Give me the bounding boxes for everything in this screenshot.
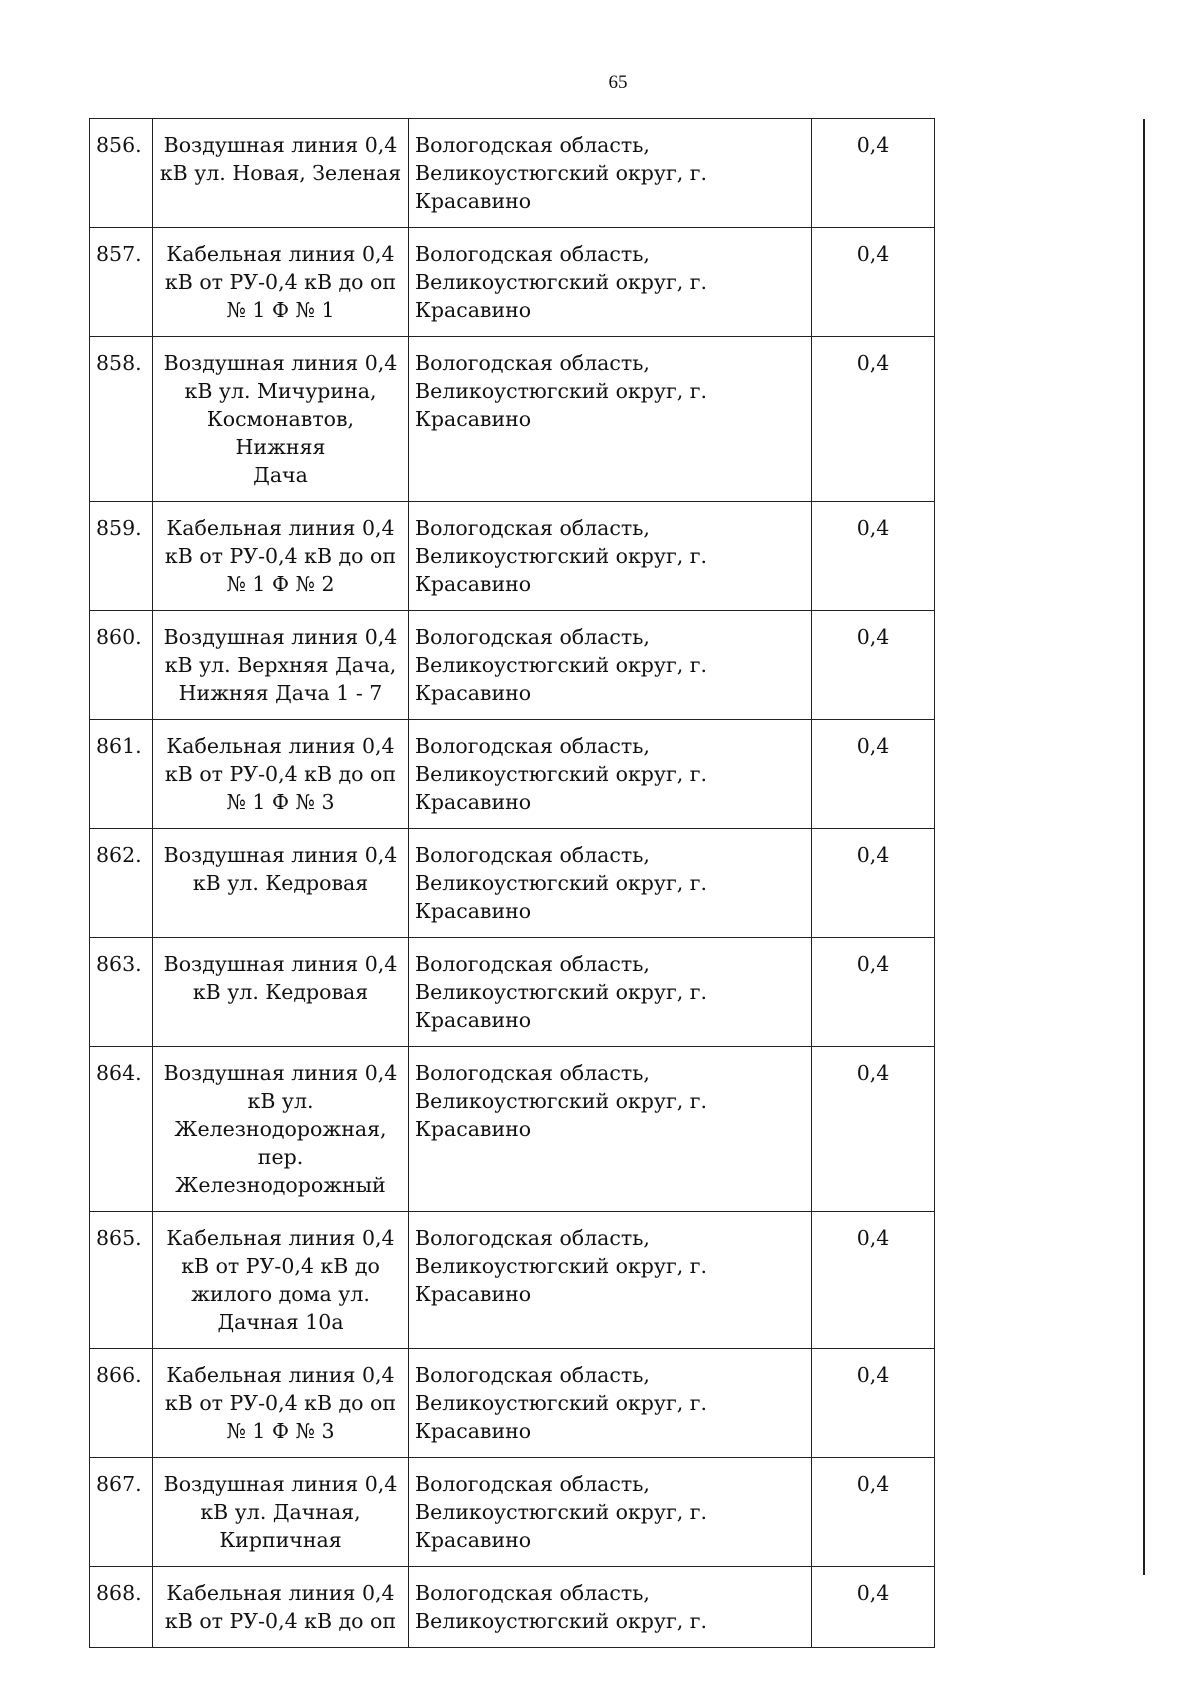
address-cell: [409, 611, 812, 720]
address: Вологодская область, Великоустюгский округ, г. Красавино: [415, 625, 708, 705]
address: Вологодская область, Великоустюгский округ, г. Красавино: [415, 242, 708, 322]
address: Вологодская область, Великоустюгский округ, г. Красавино: [415, 516, 708, 596]
voltage-cell: [812, 1047, 935, 1212]
table-row: [90, 938, 935, 1047]
row-number: 866.: [96, 1363, 142, 1387]
voltage: 0,4: [856, 1363, 890, 1387]
row-number-cell: [90, 502, 153, 611]
row-number: 858.: [96, 351, 142, 375]
table-row: [90, 720, 935, 829]
voltage-cell: [812, 337, 935, 502]
row-number: 856.: [96, 133, 142, 157]
object-name: Кабельная линия 0,4 кВ от РУ-0,4 кВ до оп № 1 Ф № 3: [164, 1363, 397, 1443]
object-name-cell: [153, 502, 409, 611]
row-number: 867.: [96, 1472, 142, 1496]
row-number: 861.: [96, 734, 142, 758]
address-cell: [409, 1212, 812, 1349]
row-number-cell: [90, 1047, 153, 1212]
address-cell: [409, 119, 812, 228]
row-number: 864.: [96, 1061, 142, 1085]
address-cell: [409, 720, 812, 829]
table-row: [90, 1349, 935, 1458]
object-name-cell: [153, 119, 409, 228]
object-name: Воздушная линия 0,4 кВ ул. Кедровая: [163, 843, 398, 895]
address-cell: [409, 1047, 812, 1212]
row-number: 862.: [96, 843, 142, 867]
row-number: 868.: [96, 1581, 142, 1605]
address: Вологодская область, Великоустюгский округ, г.: [415, 1581, 708, 1633]
object-name-cell: [153, 611, 409, 720]
registry-table-body: [90, 119, 935, 1648]
address-cell: [409, 502, 812, 611]
row-number: 860.: [96, 625, 142, 649]
table-row: [90, 1212, 935, 1349]
row-number-cell: [90, 938, 153, 1047]
table-row: [90, 502, 935, 611]
row-number-cell: [90, 611, 153, 720]
voltage-cell: [812, 611, 935, 720]
voltage: 0,4: [856, 1581, 890, 1605]
registry-table: [89, 118, 935, 1648]
address-cell: [409, 337, 812, 502]
table-row: [90, 337, 935, 502]
object-name: Воздушная линия 0,4 кВ ул. Верхняя Дача, Нижняя Дача 1 - 7: [163, 625, 398, 705]
address: Вологодская область, Великоустюгский округ, г. Красавино: [415, 133, 708, 213]
row-number-cell: [90, 337, 153, 502]
object-name-cell: [153, 1458, 409, 1567]
object-name-cell: [153, 1349, 409, 1458]
voltage: 0,4: [856, 843, 890, 867]
table-row: [90, 829, 935, 938]
voltage: 0,4: [856, 952, 890, 976]
voltage: 0,4: [856, 351, 890, 375]
object-name: Воздушная линия 0,4 кВ ул. Новая, Зеленая: [159, 133, 402, 185]
object-name-cell: [153, 720, 409, 829]
voltage: 0,4: [856, 242, 890, 266]
object-name-cell: [153, 1567, 409, 1648]
table-row: [90, 1458, 935, 1567]
voltage: 0,4: [856, 516, 890, 540]
voltage-cell: [812, 829, 935, 938]
voltage-cell: [812, 119, 935, 228]
row-number-cell: [90, 119, 153, 228]
table-row: [90, 611, 935, 720]
row-number: 863.: [96, 952, 142, 976]
voltage-cell: [812, 502, 935, 611]
row-number-cell: [90, 1349, 153, 1458]
voltage: 0,4: [856, 625, 890, 649]
row-number-cell: [90, 829, 153, 938]
row-number-cell: [90, 1212, 153, 1349]
table-row: [90, 1047, 935, 1212]
address: Вологодская область, Великоустюгский округ, г. Красавино: [415, 1226, 708, 1306]
object-name: Воздушная линия 0,4 кВ ул. Железнодорожная, пер. Железнодорожный: [163, 1061, 398, 1197]
object-name-cell: [153, 829, 409, 938]
table-row: [90, 228, 935, 337]
object-name: Кабельная линия 0,4 кВ от РУ-0,4 кВ до оп № 1 Ф № 3: [164, 734, 397, 814]
table-row: [90, 119, 935, 228]
address-cell: [409, 938, 812, 1047]
address-cell: [409, 829, 812, 938]
object-name-cell: [153, 337, 409, 502]
row-number: 859.: [96, 516, 142, 540]
voltage-cell: [812, 228, 935, 337]
voltage: 0,4: [856, 734, 890, 758]
row-number-cell: [90, 1567, 153, 1648]
address-cell: [409, 1349, 812, 1458]
address-cell: [409, 228, 812, 337]
voltage-cell: [812, 1567, 935, 1648]
voltage: 0,4: [856, 1472, 890, 1496]
page-number: 65: [608, 72, 628, 93]
address: Вологодская область, Великоустюгский округ, г. Красавино: [415, 843, 708, 923]
object-name: Воздушная линия 0,4 кВ ул. Мичурина, Космонавтов, Нижняя Дача: [163, 351, 398, 487]
table-row: [90, 1567, 935, 1648]
voltage: 0,4: [856, 1061, 890, 1085]
address: Вологодская область, Великоустюгский округ, г. Красавино: [415, 351, 708, 431]
address-cell: [409, 1458, 812, 1567]
object-name-cell: [153, 228, 409, 337]
voltage-cell: [812, 1349, 935, 1458]
object-name-cell: [153, 1047, 409, 1212]
address: Вологодская область, Великоустюгский округ, г. Красавино: [415, 952, 708, 1032]
voltage-cell: [812, 720, 935, 829]
address: Вологодская область, Великоустюгский округ, г. Красавино: [415, 1472, 708, 1552]
object-name: Кабельная линия 0,4 кВ от РУ-0,4 кВ до оп № 1 Ф № 1: [164, 242, 397, 322]
voltage-cell: [812, 1212, 935, 1349]
voltage-cell: [812, 1458, 935, 1567]
object-name: Кабельная линия 0,4 кВ от РУ-0,4 кВ до оп: [164, 1581, 397, 1633]
object-name: Воздушная линия 0,4 кВ ул. Кедровая: [163, 952, 398, 1004]
address-cell: [409, 1567, 812, 1648]
object-name-cell: [153, 938, 409, 1047]
object-name: Кабельная линия 0,4 кВ от РУ-0,4 кВ до оп № 1 Ф № 2: [164, 516, 397, 596]
object-name: Воздушная линия 0,4 кВ ул. Дачная, Кирпичная: [163, 1472, 398, 1552]
row-number-cell: [90, 228, 153, 337]
row-number-cell: [90, 720, 153, 829]
row-number: 857.: [96, 242, 142, 266]
address: Вологодская область, Великоустюгский округ, г. Красавино: [415, 1363, 708, 1443]
address: Вологодская область, Великоустюгский округ, г. Красавино: [415, 1061, 708, 1141]
row-number-cell: [90, 1458, 153, 1567]
margin-rule: [1143, 119, 1145, 1575]
object-name: Кабельная линия 0,4 кВ от РУ-0,4 кВ до жилого дома ул. Дачная 10а: [166, 1226, 395, 1334]
voltage-cell: [812, 938, 935, 1047]
voltage: 0,4: [856, 133, 890, 157]
voltage: 0,4: [856, 1226, 890, 1250]
object-name-cell: [153, 1212, 409, 1349]
row-number: 865.: [96, 1226, 142, 1250]
address: Вологодская область, Великоустюгский округ, г. Красавино: [415, 734, 708, 814]
